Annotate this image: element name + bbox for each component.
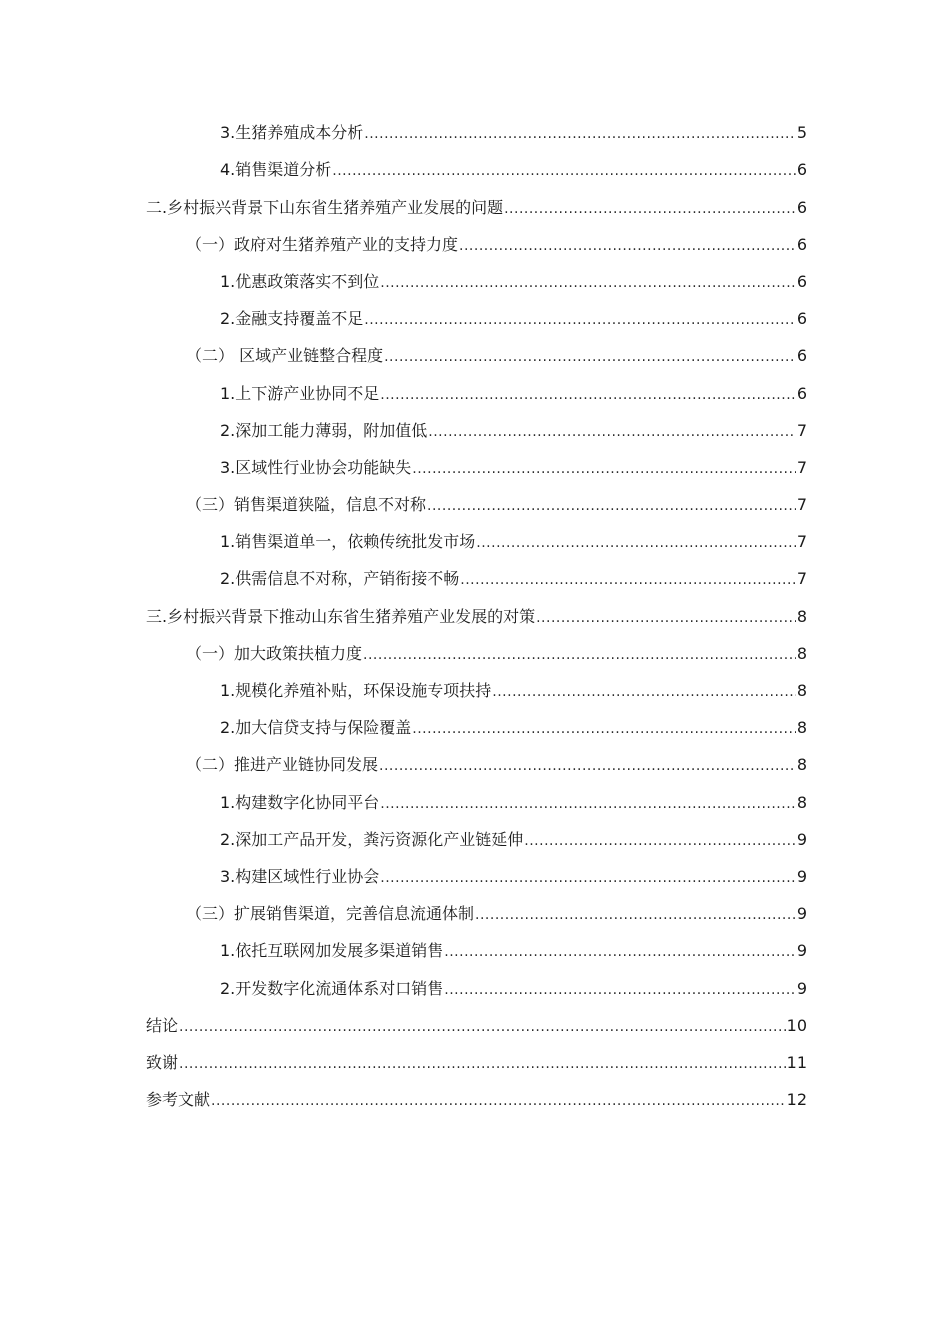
toc-entry-page-number: 6	[796, 234, 807, 254]
toc-entry-title: 3.区域性行业协会功能缺失	[220, 457, 412, 477]
toc-dot-leader	[179, 1055, 786, 1073]
toc-entry-page-number: 7	[796, 495, 807, 515]
toc-entry[interactable]	[146, 707, 807, 744]
toc-entry-page-number: 6	[796, 160, 807, 180]
toc-entry-title: 4.销售渠道分析	[220, 160, 332, 180]
toc-dot-leader	[444, 943, 796, 961]
toc-dot-leader	[380, 274, 796, 292]
toc-entry-page-number: 9	[796, 866, 807, 886]
toc-entry-page-number: 7	[796, 457, 807, 477]
toc-entry-page-number: 8	[796, 643, 807, 663]
toc-entry[interactable]	[146, 558, 807, 595]
toc-entry-page-number: 7	[796, 420, 807, 440]
toc-entry[interactable]	[146, 930, 807, 967]
toc-entry[interactable]	[146, 595, 807, 632]
toc-entry-page-number: 8	[796, 718, 807, 738]
toc-dot-leader	[364, 125, 796, 143]
toc-entry-title: 致谢	[146, 1052, 179, 1072]
toc-dot-leader	[504, 200, 796, 218]
toc-entry-page-number: 5	[796, 123, 807, 143]
toc-dot-leader	[211, 1092, 786, 1110]
toc-entry-title: 二.乡村振兴背景下山东省生猪养殖产业发展的问题	[146, 197, 504, 217]
toc-entry[interactable]	[146, 521, 807, 558]
toc-entry-title: 1.上下游产业协同不足	[220, 383, 380, 403]
toc-dot-leader	[412, 460, 796, 478]
toc-dot-leader	[380, 386, 796, 404]
toc-entry-page-number: 9	[796, 829, 807, 849]
toc-dot-leader	[460, 571, 796, 589]
toc-dot-leader	[492, 683, 796, 701]
toc-entry-title: （二） 区域产业链整合程度	[186, 346, 384, 366]
toc-entry[interactable]	[146, 112, 807, 149]
toc-entry-title: 1.优惠政策落实不到位	[220, 271, 380, 291]
toc-entry[interactable]	[146, 633, 807, 670]
toc-dot-leader	[179, 1018, 786, 1036]
toc-entry-title: 1.依托互联网加发展多渠道销售	[220, 941, 444, 961]
toc-entry-page-number: 9	[796, 978, 807, 998]
toc-entry-page-number: 12	[786, 1090, 807, 1110]
toc-entry[interactable]	[146, 1042, 807, 1079]
toc-entry-title: 1.销售渠道单一，依赖传统批发市场	[220, 532, 476, 552]
toc-dot-leader	[428, 423, 796, 441]
toc-dot-leader	[380, 869, 796, 887]
toc-dot-leader	[476, 534, 796, 552]
toc-entry-page-number: 9	[796, 904, 807, 924]
toc-entry-page-number: 11	[786, 1052, 807, 1072]
toc-entry-title: 2.金融支持覆盖不足	[220, 309, 364, 329]
toc-dot-leader	[380, 795, 796, 813]
toc-dot-leader	[412, 720, 796, 738]
toc-entry[interactable]	[146, 298, 807, 335]
toc-entry-title: 2.加大信贷支持与保险覆盖	[220, 718, 412, 738]
toc-entry[interactable]	[146, 1079, 807, 1116]
toc-entry-page-number: 10	[786, 1015, 807, 1035]
toc-entry-title: （三）销售渠道狭隘，信息不对称	[186, 495, 427, 515]
toc-dot-leader	[459, 237, 796, 255]
toc-entry[interactable]	[146, 856, 807, 893]
toc-entry[interactable]	[146, 967, 807, 1004]
toc-dot-leader	[427, 497, 796, 515]
toc-entry-page-number: 9	[796, 941, 807, 961]
toc-entry-page-number: 7	[796, 569, 807, 589]
toc-entry-title: 参考文献	[146, 1090, 211, 1110]
toc-entry[interactable]	[146, 149, 807, 186]
toc-entry[interactable]	[146, 670, 807, 707]
toc-entry[interactable]	[146, 261, 807, 298]
toc-entry[interactable]	[146, 372, 807, 409]
toc-entry[interactable]	[146, 781, 807, 818]
table-of-contents	[146, 112, 807, 1116]
toc-dot-leader	[444, 981, 796, 999]
toc-entry[interactable]	[146, 224, 807, 261]
toc-entry[interactable]	[146, 1005, 807, 1042]
toc-entry-page-number: 7	[796, 532, 807, 552]
toc-entry-title: 结论	[146, 1015, 179, 1035]
toc-entry-title: 3.生猪养殖成本分析	[220, 123, 364, 143]
toc-dot-leader	[332, 162, 796, 180]
toc-entry-title: 三.乡村振兴背景下推动山东省生猪养殖产业发展的对策	[146, 606, 536, 626]
toc-entry[interactable]	[146, 744, 807, 781]
toc-dot-leader	[364, 311, 796, 329]
toc-entry[interactable]	[146, 893, 807, 930]
toc-entry[interactable]	[146, 186, 807, 223]
toc-dot-leader	[379, 757, 796, 775]
toc-entry-page-number: 6	[796, 383, 807, 403]
toc-entry-page-number: 8	[796, 681, 807, 700]
toc-dot-leader	[384, 348, 796, 366]
toc-entry-title: 2.深加工能力薄弱，附加值低	[220, 420, 428, 440]
toc-entry-page-number: 6	[796, 309, 807, 329]
toc-dot-leader	[475, 906, 796, 924]
toc-entry[interactable]	[146, 335, 807, 372]
toc-entry-title: 2.深加工产品开发，粪污资源化产业链延伸	[220, 829, 524, 849]
toc-entry-page-number: 6	[796, 271, 807, 291]
toc-entry-page-number: 8	[796, 606, 807, 626]
toc-entry-title: （三）扩展销售渠道，完善信息流通体制	[186, 904, 475, 924]
toc-entry[interactable]	[146, 447, 807, 484]
toc-entry[interactable]	[146, 484, 807, 521]
toc-dot-leader	[536, 609, 796, 627]
toc-entry-page-number: 8	[796, 792, 807, 812]
toc-entry-page-number: 6	[796, 197, 807, 217]
toc-entry-title: 1.构建数字化协同平台	[220, 792, 380, 812]
toc-entry-title: 2.供需信息不对称，产销衔接不畅	[220, 569, 460, 589]
toc-dot-leader	[363, 646, 796, 664]
toc-entry-title: （一）政府对生猪养殖产业的支持力度	[186, 234, 459, 254]
toc-entry[interactable]	[146, 410, 807, 447]
toc-entry[interactable]	[146, 819, 807, 856]
toc-entry-title: 3.构建区域性行业协会	[220, 866, 380, 886]
toc-entry-page-number: 6	[796, 346, 807, 366]
toc-entry-title: （一）加大政策扶植力度	[186, 643, 363, 663]
toc-entry-title: （二）推进产业链协同发展	[186, 755, 379, 775]
toc-entry-title: 2.开发数字化流通体系对口销售	[220, 978, 444, 998]
toc-entry-title: 1.规模化养殖补贴，环保设施专项扶持	[220, 681, 492, 700]
toc-dot-leader	[524, 832, 796, 850]
toc-entry-page-number: 8	[796, 755, 807, 775]
